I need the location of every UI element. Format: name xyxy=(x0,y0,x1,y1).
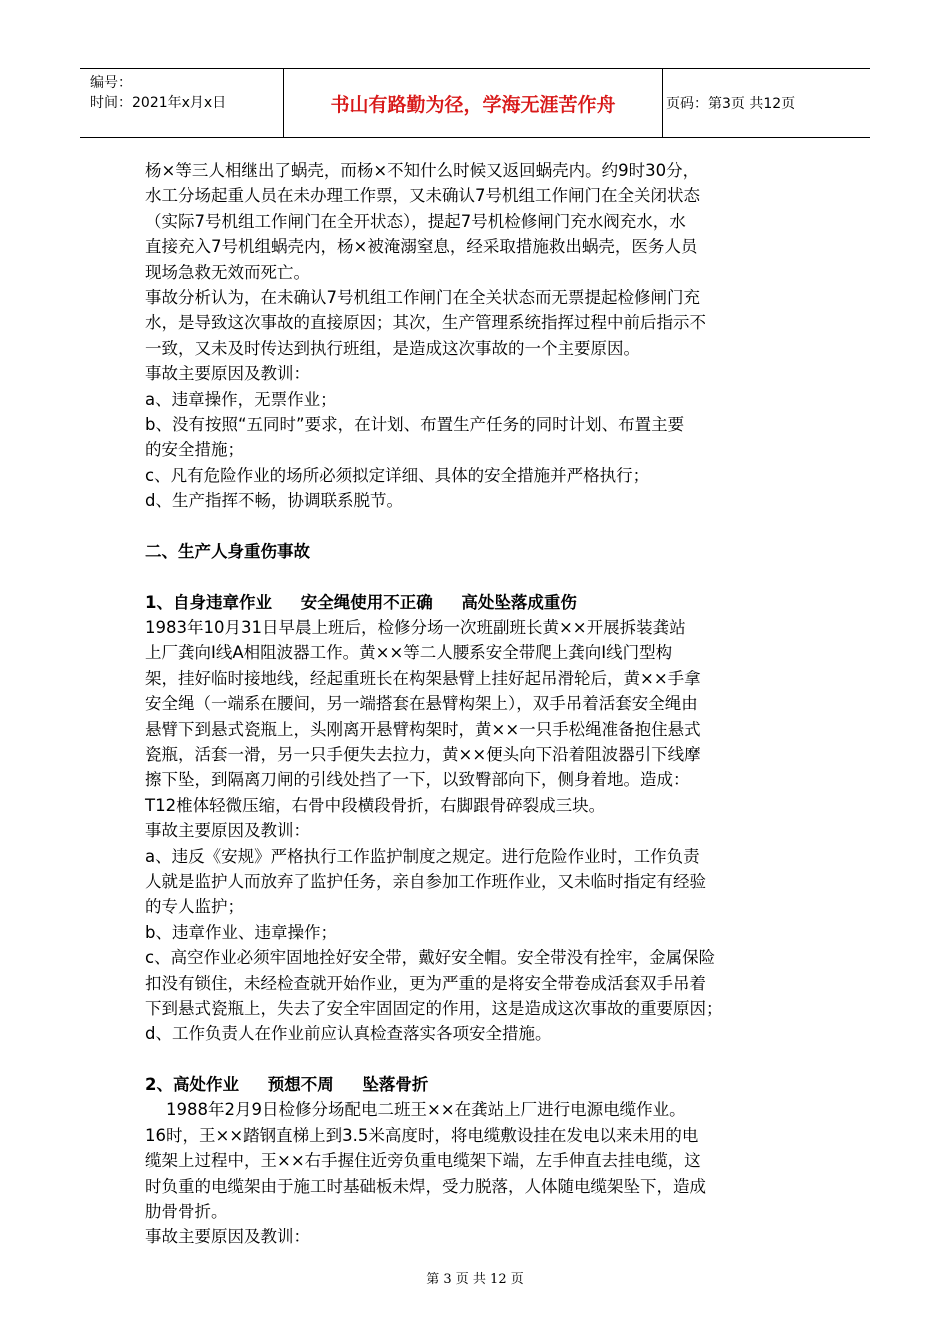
text-line: 缆架上过程中，王××右手握住近旁负重电缆架下端，左手伸直去挂电缆，这 xyxy=(145,1151,701,1171)
text-line: 一致，又未及时传达到执行班组，是造成这次事故的一个主要原因。 xyxy=(145,338,640,358)
text-line: （实际7号机组工作闸门在全开状态），提起7号机检修闸门充水阀充水，水 xyxy=(145,211,686,231)
text-line: T12椎体轻微压缩，右骨中段横段骨折，右脚跟骨碎裂成三块。 xyxy=(145,795,606,815)
text-line: 悬臂下到悬式瓷瓶上，头刚离开悬臂构架时，黄××一只手松绳准备抱住悬式 xyxy=(145,719,701,739)
page-footer: 第 3 页 共 12 页 xyxy=(426,1272,524,1287)
text-line: 事故主要原因及教训： xyxy=(145,364,310,384)
case-title: 2、高处作业 预想不周 坠落骨折 xyxy=(145,1075,429,1095)
document-body xyxy=(145,158,805,1250)
text-line: 瓷瓶，活套一滑，另一只手便失去拉力，黄××便头向下沿着阻波器引下线摩 xyxy=(145,744,701,764)
text-line: 下到悬式瓷瓶上，失去了安全牢固固定的作用，这是造成这次事故的重要原因； xyxy=(145,998,723,1018)
list-item: b、没有按照“五同时”要求，在计划、布置生产任务的同时计划、布置主要 xyxy=(145,414,685,434)
text-line: 现场急救无效而死亡。 xyxy=(145,262,310,282)
list-item: c、高空作业必须牢固地拴好安全带，戴好安全帽。安全带没有拴牢，金属保险 xyxy=(145,948,716,968)
text-line: 杨×等三人相继出了蜗壳，而杨×不知什么时候又返回蜗壳内。约9时30分， xyxy=(145,161,700,180)
list-item: a、违章操作，无票作业； xyxy=(145,389,337,409)
page-header xyxy=(80,68,870,138)
paragraph-case-2 xyxy=(145,1097,805,1249)
text-line: 水工分场起重人员在未办理工作票，又未确认7号机组工作闸门在全关闭状态 xyxy=(145,186,700,206)
text-line: 擦下坠，到隔离刀闸的引线处挡了一下，以致臀部向下，侧身着地。造成： xyxy=(145,770,690,790)
text-line: 事故分析认为，在未确认7号机组工作闸门在全关状态而无票提起检修闸门充 xyxy=(145,287,700,307)
paragraph-case-1 xyxy=(145,615,805,818)
text-line: 肋骨骨折。 xyxy=(145,1202,228,1222)
document-date-label: 时间：2021年x月x日 xyxy=(90,95,227,111)
list-item: c、凡有危险作业的场所必须拟定详细、具体的安全措施并严格执行； xyxy=(145,465,650,485)
list-item: d、生产指挥不畅，协调联系脱节。 xyxy=(145,491,403,511)
text-line: 人就是监护人而放弃了监护任务，亲自参加工作班作业，又未临时指定有经验 xyxy=(145,871,706,891)
text-line: 16时，王××踏钢直梯上到3.5米高度时，将电缆敷设挂在发电以来未用的电 xyxy=(145,1125,699,1145)
text-line: 1988年2月9日检修分场配电二班王××在龚站上厂进行电源电缆作业。 xyxy=(145,1100,686,1120)
text-line: 时负重的电缆架由于施工时基础板未焊，受力脱落，人体随电缆架坠下，造成 xyxy=(145,1176,706,1196)
text-line: 的专人监护； xyxy=(145,897,244,917)
paragraph-case-1-lessons xyxy=(145,818,805,1047)
paragraph-lessons xyxy=(145,361,805,513)
text-line: 事故主要原因及教训： xyxy=(145,1227,310,1247)
list-item: b、违章作业、违章操作； xyxy=(145,922,337,942)
text-line: 直接充入7号机组蜗壳内，杨×被淹溺窒息，经采取措施救出蜗壳，医务人员 xyxy=(145,237,698,257)
paragraph-accident-description xyxy=(145,158,805,285)
text-line: 安全绳（一端系在腰间，另一端搭套在悬臂构架上），双手吊着活套安全绳由 xyxy=(145,694,698,714)
header-page-label: 页码：第3页 共12页 xyxy=(666,96,796,112)
header-meta xyxy=(80,69,280,137)
text-line: 1983年10月31日早晨上班后，检修分场一次班副班长黄××开展拆装龚站 xyxy=(145,618,686,638)
text-line: 架，挂好临时接地线，经起重班长在构架悬臂上挂好起吊滑轮后，黄××手拿 xyxy=(145,668,701,688)
list-item: a、违反《安规》严格执行工作监护制度之规定。进行危险作业时，工作负责 xyxy=(145,846,700,866)
text-line: 扣没有锁住，未经检查就开始作业，更为严重的是将安全带卷成活套双手吊着 xyxy=(145,973,706,993)
case-title: 1、自身违章作业 安全绳使用不正确 高处坠落成重伤 xyxy=(145,592,577,612)
document-number-label: 编号： xyxy=(90,75,132,91)
text-line: 水，是导致这次事故的直接原因；其次，生产管理系统指挥过程中前后指示不 xyxy=(145,313,706,333)
text-line: 上厂龚向Ⅰ线A相阻波器工作。黄××等二人腰系安全带爬上龚向Ⅰ线门型构 xyxy=(145,643,673,663)
header-motto: 书山有路勤为径，学海无涯苦作舟 xyxy=(283,69,663,137)
paragraph-accident-analysis xyxy=(145,285,805,361)
text-line: 事故主要原因及教训： xyxy=(145,821,310,841)
text-line: 的安全措施； xyxy=(145,440,244,460)
list-item: d、工作负责人在作业前应认真检查落实各项安全措施。 xyxy=(145,1024,552,1044)
section-title: 二、生产人身重伤事故 xyxy=(145,541,310,561)
